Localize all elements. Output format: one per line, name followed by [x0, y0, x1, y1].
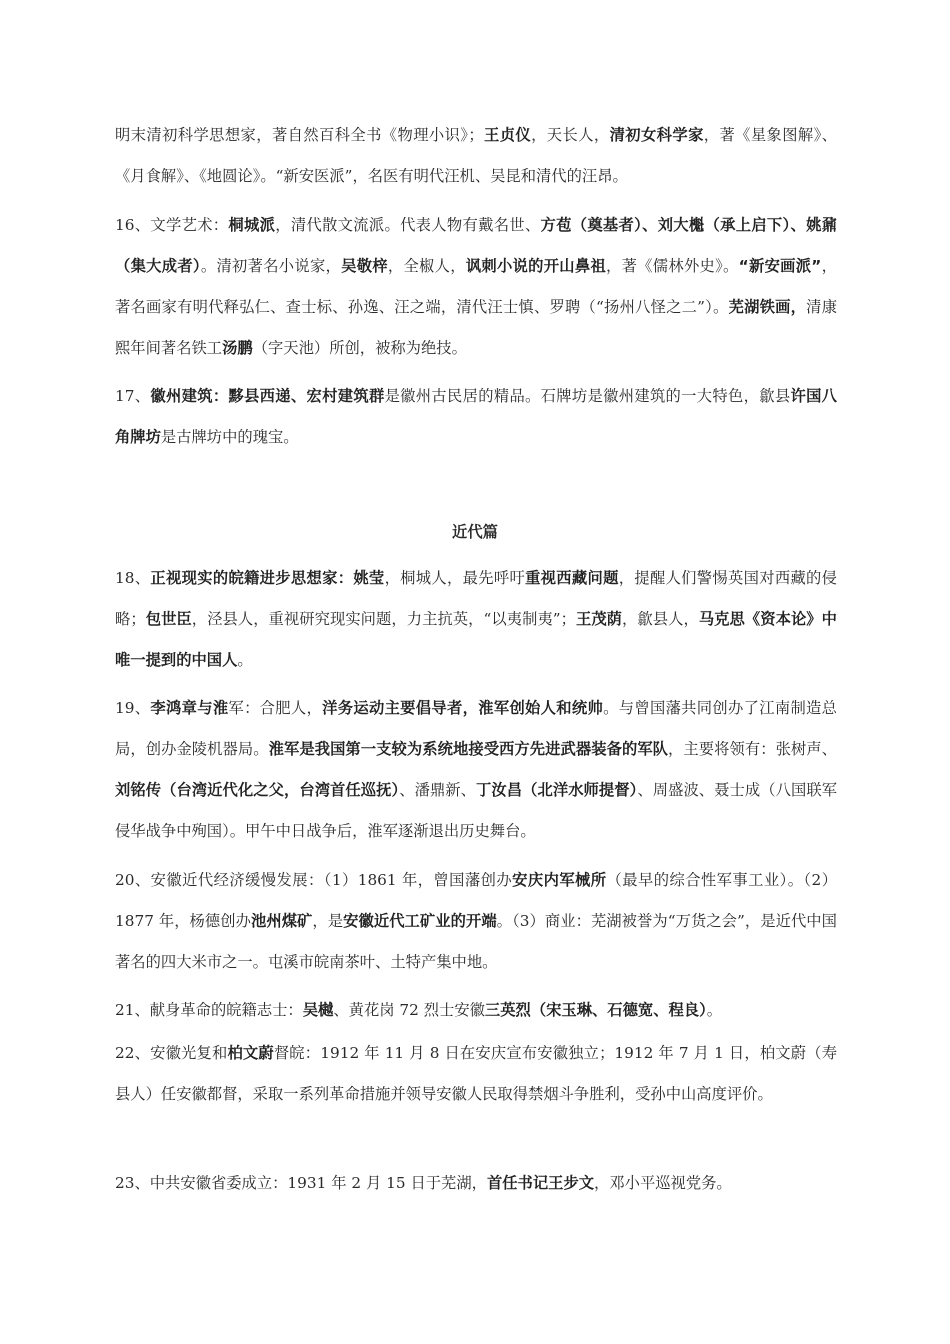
text-run: 16、文学艺术：	[115, 216, 229, 234]
bold-text-run: “新安画派”	[738, 257, 822, 275]
text-run: 、黄花岗 72 烈士安徽	[333, 1001, 485, 1019]
text-run: ，邓小平巡视党务。	[594, 1174, 732, 1192]
bold-text-run: 刘铭传（台湾近代化之父，台湾首任巡抚）	[115, 781, 400, 799]
text-run: 军：合肥人，	[228, 699, 323, 717]
bold-text-run: 丁汝昌（北洋水师提督）	[476, 781, 638, 799]
bold-text-run: 洋务运动主要倡导者，淮军创始人和统帅	[322, 699, 604, 717]
text-run: ，主要将领有：张树声、	[668, 740, 837, 758]
bold-text-run: 正视现实的皖籍进步思想家：姚莹	[150, 569, 385, 587]
bold-text-run: 柏文蔚	[227, 1044, 274, 1062]
paragraph-20-economy	[115, 860, 837, 983]
text-run: 。（3）商业：芜湖被誉为“万货之会”，是近代中国著名的四大米市之一。屯溪市皖南茶叶、土特产集中地。	[115, 912, 837, 971]
text-run: 20、安徽近代经济缓慢发展：（1）1861 年，曾国藩创办	[115, 871, 513, 889]
bold-text-run: 吴敬梓	[341, 257, 388, 275]
text-run: （字天池）所创，被称为绝技。	[252, 339, 467, 357]
text-run: 23、中共安徽省委成立：1931 年 2 月 15 日于芜湖，	[115, 1174, 487, 1192]
paragraph-18-thinkers	[115, 558, 837, 681]
bold-text-run: 汤鹏	[222, 339, 253, 357]
paragraph-19-li-hongzhang	[115, 688, 837, 852]
bold-text-run: 王贞仪	[483, 126, 532, 144]
text-run: 17、	[115, 387, 151, 405]
text-run: 18、	[115, 569, 151, 587]
paragraph-15-continued	[115, 115, 837, 197]
paragraph-16-literature-art	[115, 205, 837, 369]
text-run: ，是	[312, 912, 344, 930]
text-run: 是徽州古民居的精品。石牌坊是徽州建筑的一大特色，歙县	[384, 387, 791, 405]
text-run: 、潘鼎新、	[399, 781, 477, 799]
bold-text-run: 讽刺小说的开山鼻祖	[465, 257, 607, 275]
text-run: 、周盛波、聂士成（八国联军侵华战争中殉国）。甲午中日战争后，淮军逐渐退出历史舞台。	[115, 781, 837, 840]
text-run: （最早的综合性军事工业）。（2）1877 年，杨德创办	[115, 871, 837, 930]
text-run: 督皖：1912 年 11 月 8 日在安庆宣布安徽独立；1912 年 7 月 1 日，柏文蔚（寿县人）任安徽都督，采取一系列革命措施并领导安徽人民取得禁烟斗争胜利，受孙中山高度评价。	[115, 1044, 837, 1103]
bold-text-run: 清初女科学家	[609, 126, 704, 144]
bold-text-run: 包世臣	[145, 610, 192, 628]
text-run: ，著《星象图解》、《月食解》、《地圆论》。“新安医派”，名医有明代汪机、吴昆和清代的汪昂。	[115, 126, 837, 185]
paragraph-22-restoration	[115, 1033, 837, 1115]
text-run: ，歙县人，	[622, 610, 699, 628]
paragraph-23-ccp-committee	[115, 1163, 837, 1204]
text-run: 。与曾国藩共同创办了江南制造总局，创办金陵机器局。	[115, 699, 837, 758]
bold-text-run: 吴樾	[302, 1001, 334, 1019]
bold-text-run: 许国八角牌坊	[115, 387, 837, 446]
text-run: 21、献身革命的皖籍志士：	[115, 1001, 303, 1019]
section-title-modern-era: 近代篇	[452, 523, 498, 541]
bold-text-run: 淮军是我国第一支较为系统地接受西方先进武器装备的军队	[268, 740, 669, 758]
bold-text-run: 徽州建筑：黟县西递、宏村建筑群	[150, 387, 385, 405]
bold-text-run: 芜湖铁画，	[728, 298, 807, 316]
text-run: 明末清初科学思想家，著自然百科全书《物理小识》；	[115, 126, 484, 144]
text-run: 。	[237, 651, 253, 669]
text-run: 22、安徽光复和	[115, 1044, 228, 1062]
bold-text-run: 马克思《资本论》中唯一提到的中国人	[115, 610, 837, 669]
paragraph-21-revolutionaries	[115, 990, 837, 1031]
text-run: ，天长人，	[531, 126, 610, 144]
text-run: ，提醒人们警惕英国对西藏的侵略；	[115, 569, 837, 628]
paragraph-17-huizhou-architecture	[115, 376, 837, 458]
bold-text-run: 方苞（奠基者）、刘大櫆（承上启下）、姚鼐（集大成者）	[115, 216, 837, 275]
text-run: ，桐城人，最先呼吁	[384, 569, 526, 587]
bold-text-run: 李鸿章与淮	[150, 699, 229, 717]
text-run: 是古牌坊中的瑰宝。	[160, 428, 299, 446]
bold-text-run: 池州煤矿	[250, 912, 313, 930]
bold-text-run: 重视西藏问题	[525, 569, 619, 587]
text-run: ，著《儒林外史》。	[606, 257, 739, 275]
text-run: ，著名画家有明代释弘仁、查士标、孙逸、汪之端，清代汪士慎、罗聘（“扬州八怪之二”）。	[115, 257, 837, 316]
bold-text-run: 王茂荫	[575, 610, 623, 628]
text-run: ，清代散文流派。代表人物有戴名世、	[275, 216, 541, 234]
bold-text-run: 首任书记王步文	[486, 1174, 595, 1192]
text-run: ，泾县人，重视研究现实问题，力主抗英，“以夷制夷”；	[191, 610, 576, 628]
text-run: 。	[706, 1001, 723, 1019]
bold-text-run: 三英烈（宋玉琳、石德宽、程良）	[484, 1001, 707, 1019]
bold-text-run: 安庆内军械所	[512, 871, 607, 889]
bold-text-run: 安徽近代工矿业的开端	[343, 912, 497, 930]
text-run: ，全椒人，	[387, 257, 466, 275]
text-run: 清康熙年间著名铁工	[115, 298, 837, 357]
text-run: 。清初著名小说家，	[200, 257, 342, 275]
bold-text-run: 桐城派	[228, 216, 276, 234]
text-run: 19、	[115, 699, 151, 717]
